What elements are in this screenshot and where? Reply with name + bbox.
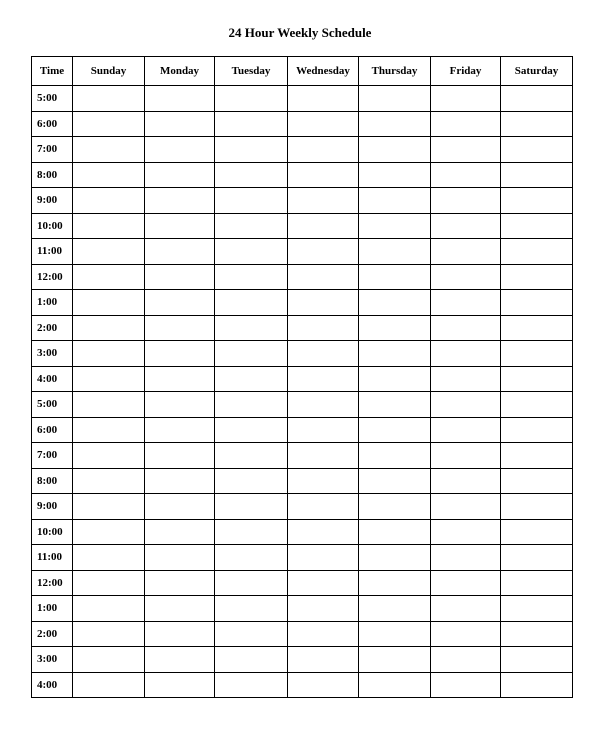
- schedule-cell-sunday[interactable]: [73, 366, 145, 392]
- schedule-cell-saturday[interactable]: [501, 86, 573, 112]
- schedule-cell-sunday[interactable]: [73, 647, 145, 673]
- schedule-cell-tuesday[interactable]: [215, 188, 288, 214]
- schedule-cell-monday[interactable]: [145, 239, 215, 265]
- schedule-cell-monday[interactable]: [145, 86, 215, 112]
- schedule-cell-thursday[interactable]: [359, 392, 431, 418]
- schedule-cell-sunday[interactable]: [73, 596, 145, 622]
- schedule-cell-friday[interactable]: [431, 264, 501, 290]
- schedule-cell-wednesday[interactable]: [288, 443, 359, 469]
- schedule-cell-tuesday[interactable]: [215, 137, 288, 163]
- schedule-cell-tuesday[interactable]: [215, 111, 288, 137]
- schedule-cell-wednesday[interactable]: [288, 392, 359, 418]
- schedule-cell-saturday[interactable]: [501, 341, 573, 367]
- schedule-cell-monday[interactable]: [145, 366, 215, 392]
- schedule-cell-wednesday[interactable]: [288, 264, 359, 290]
- schedule-cell-sunday[interactable]: [73, 162, 145, 188]
- schedule-cell-friday[interactable]: [431, 111, 501, 137]
- schedule-cell-friday[interactable]: [431, 570, 501, 596]
- schedule-cell-monday[interactable]: [145, 315, 215, 341]
- schedule-cell-wednesday[interactable]: [288, 570, 359, 596]
- table-row: [32, 519, 573, 545]
- table-row: [32, 290, 573, 316]
- schedule-cell-wednesday[interactable]: [288, 519, 359, 545]
- schedule-cell-monday[interactable]: [145, 188, 215, 214]
- schedule-cell-thursday[interactable]: [359, 315, 431, 341]
- schedule-cell-tuesday[interactable]: [215, 494, 288, 520]
- schedule-cell-thursday[interactable]: [359, 417, 431, 443]
- schedule-cell-saturday[interactable]: [501, 570, 573, 596]
- schedule-cell-sunday[interactable]: [73, 264, 145, 290]
- schedule-cell-sunday[interactable]: [73, 111, 145, 137]
- schedule-cell-tuesday[interactable]: [215, 239, 288, 265]
- day-header-thursday: Thursday: [359, 57, 431, 86]
- schedule-cell-saturday[interactable]: [501, 315, 573, 341]
- schedule-cell-saturday[interactable]: [501, 188, 573, 214]
- schedule-cell-friday[interactable]: [431, 341, 501, 367]
- schedule-cell-monday[interactable]: [145, 264, 215, 290]
- table-row: [32, 111, 573, 137]
- schedule-cell-saturday[interactable]: [501, 647, 573, 673]
- table-row: [32, 366, 573, 392]
- day-header-monday: Monday: [145, 57, 215, 86]
- schedule-cell-friday[interactable]: [431, 315, 501, 341]
- schedule-cell-wednesday[interactable]: [288, 111, 359, 137]
- page-title: 24 Hour Weekly Schedule: [228, 25, 372, 40]
- schedule-cell-thursday[interactable]: [359, 86, 431, 112]
- table-row: [32, 341, 573, 367]
- time-cell: 12:00: [32, 570, 73, 596]
- schedule-cell-tuesday[interactable]: [215, 519, 288, 545]
- day-header-sunday: Sunday: [73, 57, 145, 86]
- schedule-cell-monday[interactable]: [145, 341, 215, 367]
- table-row: [32, 239, 573, 265]
- schedule-cell-saturday[interactable]: [501, 545, 573, 571]
- table-row: [32, 647, 573, 673]
- schedule-cell-thursday[interactable]: [359, 596, 431, 622]
- time-cell: 2:00: [32, 315, 73, 341]
- time-column-header: Time: [32, 57, 73, 86]
- time-cell: 10:00: [32, 213, 73, 239]
- schedule-cell-thursday[interactable]: [359, 647, 431, 673]
- schedule-cell-saturday[interactable]: [501, 392, 573, 418]
- schedule-cell-monday[interactable]: [145, 494, 215, 520]
- schedule-cell-friday[interactable]: [431, 545, 501, 571]
- schedule-cell-tuesday[interactable]: [215, 341, 288, 367]
- day-header-wednesday: Wednesday: [288, 57, 359, 86]
- schedule-cell-monday[interactable]: [145, 621, 215, 647]
- schedule-cell-tuesday[interactable]: [215, 647, 288, 673]
- schedule-cell-monday[interactable]: [145, 468, 215, 494]
- day-header-tuesday: Tuesday: [215, 57, 288, 86]
- schedule-cell-saturday[interactable]: [501, 519, 573, 545]
- schedule-cell-sunday[interactable]: [73, 417, 145, 443]
- schedule-cell-wednesday[interactable]: [288, 417, 359, 443]
- schedule-cell-sunday[interactable]: [73, 672, 145, 698]
- day-header-friday: Friday: [431, 57, 501, 86]
- schedule-cell-wednesday[interactable]: [288, 494, 359, 520]
- table-row: [32, 188, 573, 214]
- table-row: [32, 315, 573, 341]
- schedule-cell-thursday[interactable]: [359, 443, 431, 469]
- schedule-cell-wednesday[interactable]: [288, 545, 359, 571]
- table-row: [32, 468, 573, 494]
- schedule-cell-wednesday[interactable]: [288, 162, 359, 188]
- schedule-cell-tuesday[interactable]: [215, 672, 288, 698]
- schedule-cell-monday[interactable]: [145, 443, 215, 469]
- header-row: [32, 57, 573, 86]
- schedule-cell-wednesday[interactable]: [288, 290, 359, 316]
- schedule-cell-tuesday[interactable]: [215, 468, 288, 494]
- schedule-cell-tuesday[interactable]: [215, 213, 288, 239]
- schedule-cell-friday[interactable]: [431, 188, 501, 214]
- schedule-cell-sunday[interactable]: [73, 494, 145, 520]
- schedule-cell-saturday[interactable]: [501, 137, 573, 163]
- schedule-cell-wednesday[interactable]: [288, 137, 359, 163]
- schedule-cell-monday[interactable]: [145, 596, 215, 622]
- schedule-cell-thursday[interactable]: [359, 366, 431, 392]
- schedule-cell-tuesday[interactable]: [215, 392, 288, 418]
- schedule-cell-thursday[interactable]: [359, 570, 431, 596]
- schedule-cell-saturday[interactable]: [501, 290, 573, 316]
- schedule-cell-sunday[interactable]: [73, 570, 145, 596]
- schedule-cell-saturday[interactable]: [501, 443, 573, 469]
- schedule-cell-sunday[interactable]: [73, 86, 145, 112]
- schedule-cell-monday[interactable]: [145, 290, 215, 316]
- schedule-cell-thursday[interactable]: [359, 545, 431, 571]
- schedule-cell-wednesday[interactable]: [288, 596, 359, 622]
- schedule-cell-saturday[interactable]: [501, 111, 573, 137]
- schedule-cell-saturday[interactable]: [501, 264, 573, 290]
- schedule-cell-tuesday[interactable]: [215, 621, 288, 647]
- schedule-cell-sunday[interactable]: [73, 468, 145, 494]
- schedule-cell-tuesday[interactable]: [215, 570, 288, 596]
- schedule-cell-saturday[interactable]: [501, 162, 573, 188]
- schedule-cell-thursday[interactable]: [359, 111, 431, 137]
- schedule-cell-sunday[interactable]: [73, 545, 145, 571]
- schedule-table: [31, 56, 573, 698]
- schedule-cell-monday[interactable]: [145, 570, 215, 596]
- schedule-cell-wednesday[interactable]: [288, 621, 359, 647]
- schedule-cell-friday[interactable]: [431, 443, 501, 469]
- time-cell: 9:00: [32, 188, 73, 214]
- schedule-cell-wednesday[interactable]: [288, 188, 359, 214]
- schedule-cell-thursday[interactable]: [359, 162, 431, 188]
- time-cell: 6:00: [32, 111, 73, 137]
- schedule-cell-sunday[interactable]: [73, 290, 145, 316]
- schedule-cell-saturday[interactable]: [501, 213, 573, 239]
- schedule-cell-wednesday[interactable]: [288, 647, 359, 673]
- schedule-cell-thursday[interactable]: [359, 519, 431, 545]
- time-cell: 5:00: [32, 392, 73, 418]
- schedule-cell-monday[interactable]: [145, 647, 215, 673]
- schedule-cell-tuesday[interactable]: [215, 596, 288, 622]
- time-cell: 1:00: [32, 596, 73, 622]
- schedule-cell-thursday[interactable]: [359, 188, 431, 214]
- time-cell: 10:00: [32, 519, 73, 545]
- schedule-cell-thursday[interactable]: [359, 213, 431, 239]
- schedule-cell-saturday[interactable]: [501, 494, 573, 520]
- schedule-cell-tuesday[interactable]: [215, 417, 288, 443]
- time-cell: 8:00: [32, 468, 73, 494]
- table-row: [32, 213, 573, 239]
- table-row: [32, 162, 573, 188]
- schedule-cell-monday[interactable]: [145, 672, 215, 698]
- schedule-body: [32, 86, 573, 698]
- schedule-cell-wednesday[interactable]: [288, 672, 359, 698]
- schedule-cell-friday[interactable]: [431, 621, 501, 647]
- table-row: [32, 672, 573, 698]
- schedule-cell-thursday[interactable]: [359, 494, 431, 520]
- schedule-cell-thursday[interactable]: [359, 264, 431, 290]
- schedule-cell-sunday[interactable]: [73, 621, 145, 647]
- schedule-cell-monday[interactable]: [145, 162, 215, 188]
- schedule-cell-saturday[interactable]: [501, 239, 573, 265]
- table-row: [32, 545, 573, 571]
- schedule-cell-friday[interactable]: [431, 596, 501, 622]
- time-cell: 6:00: [32, 417, 73, 443]
- table-row: [32, 392, 573, 418]
- schedule-cell-thursday[interactable]: [359, 621, 431, 647]
- schedule-cell-monday[interactable]: [145, 111, 215, 137]
- schedule-cell-thursday[interactable]: [359, 239, 431, 265]
- table-row: [32, 417, 573, 443]
- schedule-cell-friday[interactable]: [431, 392, 501, 418]
- schedule-cell-friday[interactable]: [431, 162, 501, 188]
- schedule-cell-wednesday[interactable]: [288, 213, 359, 239]
- schedule-cell-saturday[interactable]: [501, 417, 573, 443]
- schedule-cell-monday[interactable]: [145, 392, 215, 418]
- day-header-saturday: Saturday: [501, 57, 573, 86]
- schedule-cell-friday[interactable]: [431, 672, 501, 698]
- table-row: [32, 570, 573, 596]
- schedule-cell-friday[interactable]: [431, 468, 501, 494]
- schedule-cell-monday[interactable]: [145, 545, 215, 571]
- schedule-cell-sunday[interactable]: [73, 213, 145, 239]
- schedule-cell-saturday[interactable]: [501, 468, 573, 494]
- schedule-cell-friday[interactable]: [431, 417, 501, 443]
- schedule-cell-sunday[interactable]: [73, 519, 145, 545]
- schedule-cell-sunday[interactable]: [73, 341, 145, 367]
- schedule-cell-thursday[interactable]: [359, 341, 431, 367]
- table-row: [32, 264, 573, 290]
- schedule-cell-tuesday[interactable]: [215, 86, 288, 112]
- table-row: [32, 443, 573, 469]
- table-row: [32, 596, 573, 622]
- schedule-cell-friday[interactable]: [431, 519, 501, 545]
- schedule-cell-tuesday[interactable]: [215, 264, 288, 290]
- schedule-cell-friday[interactable]: [431, 239, 501, 265]
- time-cell: 11:00: [32, 545, 73, 571]
- schedule-cell-thursday[interactable]: [359, 672, 431, 698]
- schedule-cell-wednesday[interactable]: [288, 315, 359, 341]
- time-cell: 7:00: [32, 137, 73, 163]
- time-cell: 3:00: [32, 647, 73, 673]
- schedule-cell-tuesday[interactable]: [215, 443, 288, 469]
- schedule-cell-sunday[interactable]: [73, 443, 145, 469]
- time-cell: 3:00: [32, 341, 73, 367]
- time-cell: 8:00: [32, 162, 73, 188]
- time-cell: 7:00: [32, 443, 73, 469]
- schedule-cell-saturday[interactable]: [501, 672, 573, 698]
- schedule-cell-thursday[interactable]: [359, 137, 431, 163]
- schedule-cell-monday[interactable]: [145, 519, 215, 545]
- schedule-cell-tuesday[interactable]: [215, 366, 288, 392]
- schedule-cell-thursday[interactable]: [359, 290, 431, 316]
- schedule-cell-tuesday[interactable]: [215, 545, 288, 571]
- time-cell: 1:00: [32, 290, 73, 316]
- schedule-cell-sunday[interactable]: [73, 392, 145, 418]
- schedule-cell-wednesday[interactable]: [288, 86, 359, 112]
- schedule-cell-wednesday[interactable]: [288, 239, 359, 265]
- table-row: [32, 494, 573, 520]
- schedule-cell-saturday[interactable]: [501, 596, 573, 622]
- schedule-cell-friday[interactable]: [431, 647, 501, 673]
- time-cell: 4:00: [32, 366, 73, 392]
- schedule-cell-sunday[interactable]: [73, 239, 145, 265]
- schedule-cell-wednesday[interactable]: [288, 341, 359, 367]
- schedule-cell-monday[interactable]: [145, 137, 215, 163]
- schedule-cell-tuesday[interactable]: [215, 315, 288, 341]
- time-cell: 2:00: [32, 621, 73, 647]
- schedule-cell-friday[interactable]: [431, 366, 501, 392]
- schedule-cell-saturday[interactable]: [501, 366, 573, 392]
- table-row: [32, 621, 573, 647]
- schedule-cell-monday[interactable]: [145, 417, 215, 443]
- schedule-cell-friday[interactable]: [431, 213, 501, 239]
- time-cell: 9:00: [32, 494, 73, 520]
- schedule-cell-sunday[interactable]: [73, 137, 145, 163]
- schedule-cell-saturday[interactable]: [501, 621, 573, 647]
- table-row: [32, 86, 573, 112]
- time-cell: 12:00: [32, 264, 73, 290]
- schedule-cell-wednesday[interactable]: [288, 366, 359, 392]
- schedule-cell-thursday[interactable]: [359, 468, 431, 494]
- schedule-cell-wednesday[interactable]: [288, 468, 359, 494]
- schedule-cell-friday[interactable]: [431, 137, 501, 163]
- schedule-cell-friday[interactable]: [431, 494, 501, 520]
- schedule-cell-tuesday[interactable]: [215, 162, 288, 188]
- time-cell: 11:00: [32, 239, 73, 265]
- schedule-cell-tuesday[interactable]: [215, 290, 288, 316]
- schedule-cell-friday[interactable]: [431, 86, 501, 112]
- time-cell: 5:00: [32, 86, 73, 112]
- time-cell: 4:00: [32, 672, 73, 698]
- schedule-cell-sunday[interactable]: [73, 188, 145, 214]
- schedule-cell-monday[interactable]: [145, 213, 215, 239]
- schedule-cell-sunday[interactable]: [73, 315, 145, 341]
- table-row: [32, 137, 573, 163]
- schedule-cell-friday[interactable]: [431, 290, 501, 316]
